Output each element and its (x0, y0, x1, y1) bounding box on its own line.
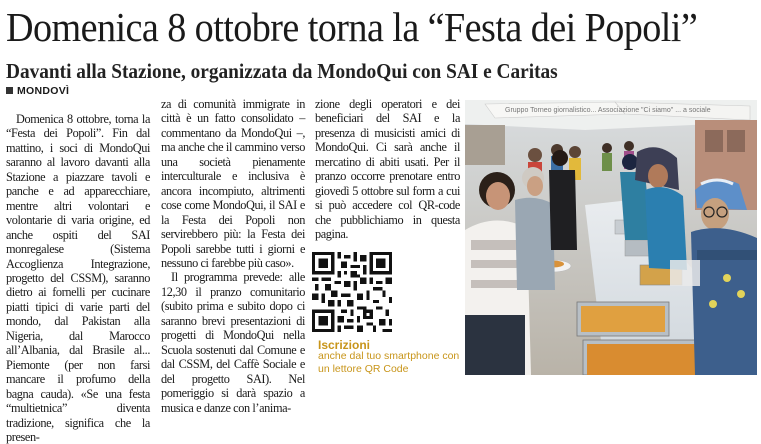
article-column-1 (6, 112, 150, 444)
paragraph: za di comunità immigrate in città è un fatto consolidato – commentano da MondoQui –, ma anche che il cammino verso una società pienamente interculturale e inclusiva è ancora incompiuto, altrimenti cose come MondoQui, il SAI e la Festa dei Popoli non servirebbero più: la Festa dei Popoli sarebbe tutti i giorni e nessuno ci farebbe più caso». (161, 97, 305, 270)
kicker-square-icon (6, 87, 13, 94)
article-column-3 (315, 97, 460, 242)
paragraph: Domenica 8 ottobre, torna la “Festa dei Popoli”. Fin dal mattino, i soci di MondoQui saranno al lavoro davanti alla Stazione a piazzare tavoli e panche e ad apparecchiare, mentre altri volontari e volontarie di varia origine, ed anche ospiti del SAI monregalese (Sistema Accoglienza Integrazione, progetto del CSSM), saranno dietro ai fornelli per cucinare piatti tipici di varie parti del mondo, dal Pakistan alla Nigeria, dal Marocco all’Albania, dal Brasile al... Piemonte (per non farsi mancare il profumo della bagna cauda). «Se una festa “multietnica” diventa tradizione, significa che la presen- (6, 112, 150, 444)
photo-banner-text: Gruppo Torneo giornalistico... Associazione "Ci siamo" ... a sociale (505, 107, 711, 114)
festival-photo (465, 100, 757, 375)
iscrizioni-caption: anche dal tuo smartphone con un lettore QR Code (318, 350, 460, 375)
section-kicker (6, 85, 69, 97)
paragraph: Il programma prevede: alle 12,30 il pranzo comunitario (subito prima e subito dopo ci saranno brevi presentazioni di progetti di MondoQui nella Scuola sostenuti dal Comune e dal CSSM, del Caffè Sociale e del progetto SAI). Nel pomeriggio si darà spazio a musica e danze con l’anima- (161, 270, 305, 415)
iscrizioni-title: Iscrizioni (318, 338, 371, 352)
subtitle: Davanti alla Stazione, organizzata da MondoQui con SAI e Caritas (6, 59, 558, 83)
paragraph: zione degli operatori e dei beneficiari del SAI e la presenza di musicisti amici di MondoQui. Ci sarà anche il mercatino di abiti usati. Per il pranzo occorre prenotare entro giovedì 5 ottobre sul form a cui si può accedere col QR-code che pubblichiamo in questa pagina. (315, 97, 460, 242)
qr-code-icon[interactable] (312, 252, 392, 332)
kicker-label: MONDOVÌ (17, 85, 70, 97)
headline: Domenica 8 ottobre torna la “Festa dei Popoli” (6, 4, 698, 50)
article-column-2 (161, 97, 305, 415)
